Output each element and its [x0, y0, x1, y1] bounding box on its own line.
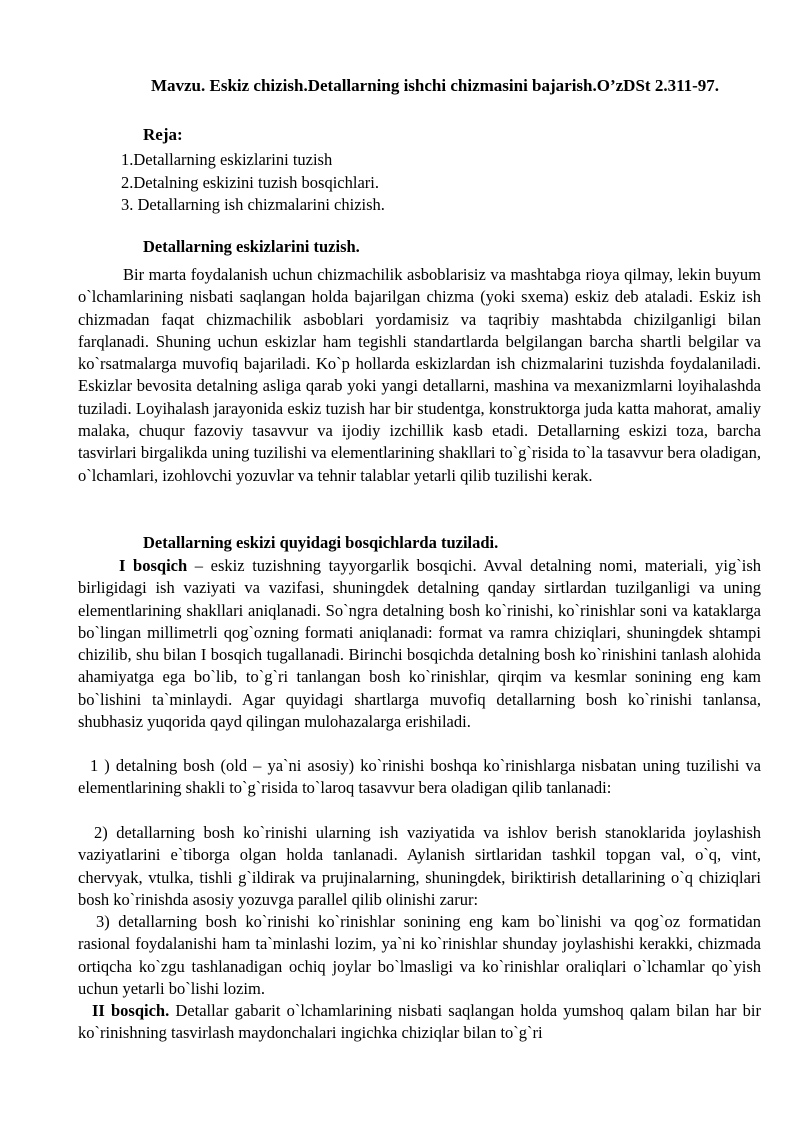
stage2-label: II bosqich. — [92, 1001, 170, 1020]
section1-paragraph: Bir marta foydalanish uchun chizmachilik asboblarisiz va mashtabga rioya qilmay, lekin buyum o`lchamlarining nisbati saqlangan holda bajarilgan chizma (yoki sxema) eskiz deb ataladi. Eskiz ish chizmadan faqat chizmachilik asboblari yordamisiz va taqribiy mashtabda chizilganligi bilan farqlanadi. Shuning uchun eskizlar ham tegishli standartlarda belgilangan barcha shartli belgilar va ko`rsatmalarga muvofiq bajariladi. Ko`p hollarda eskizlardan ish chizmalarini tuzishda foydalaniladi. Eskizlar bevosita detalning asliga qarab yoki yangi detallarni, mashina va mexanizmlarni loyihalashda tuziladi. Loyihalash jarayonida eskiz tuzish har bir studentga, konstruktorga juda katta mahorat, amaliy malaka, chuqur fazoviy tasavvur va ijodiy izchillik kasb etadi. Detallarning eskizi toza, barcha tasvirlari birgalikda uning tuzilishi va elementlarining shakllari to`g`risida to`la tasavvur bera oladigan, o`lchamlari, izohlovchi yozuvlar va tehnir talablar yetarli qilib tuzilishi kerak. — [78, 265, 761, 485]
condition-item-1: 1 ) detalning bosh (old – ya`ni asosiy) ko`rinishi boshqa ko`rinishlarga nisbatan uning tuzilishi va elementlarining shakli to`g`risida to`laroq tasavvur bera oladigan qilib tanlanadi: — [78, 756, 761, 798]
stage1-label: I bosqich — [119, 556, 188, 575]
condition-item-2: 2) detallarning bosh ko`rinishi ularning ish vaziyatida va ishlov berish stanoklarida joylashish vaziyatlarini e`tiborga olgan holda tanlanadi. Aylanish sirtlaridan tashkil topgan val, o`q, vint, chervyak, vtulka, tishli g`ildirak va prujinalarning, shuningdek, biriktirish detallarining o`q chiziqlari bosh ko`rinishda asosiy yozuvga parallel qilib olinishi zarur: — [78, 823, 761, 909]
plan-item: 1.Detallarning eskizlarini tuzish — [121, 150, 333, 169]
plan-item: 2.Detalning eskizini tuzish bosqichlari. — [121, 172, 379, 192]
stage2-text: Detallar gabarit o`lchamlarining nisbati saqlangan holda yumshoq qalam bilan har bir ko`rinishning tasvirlash maydonchalari ingichka chiziqlar bilan to`g`ri — [78, 1001, 762, 1043]
document-title: Mavzu. Eskiz chizish.Detallarning ishchi chizmasini bajarish.O’zDSt 2.311-97. — [150, 76, 720, 95]
plan-heading: Reja: — [143, 125, 183, 144]
condition-item-3: 3) detallarning bosh ko`rinishi ko`rinishlar sonining eng kam bo`linishi va qog`oz formatidan rasional foydalanishi ham ta`minlashi lozim, ya`ni ko`rinishlar shunday joylashishi kerakki, chizmada ortiqcha ko`zgu tashlanadigan ochiq joylar bo`lmasligi va ko`rinishlar oraliqlari o`lchamlar qo`yish uchun yetarli bo`lishi lozim. — [78, 912, 761, 998]
stage1-paragraph — [78, 555, 761, 733]
plan-list — [121, 149, 385, 217]
stage2-paragraph — [78, 1000, 761, 1045]
section-heading: Detallarning eskizlarini tuzish. — [143, 237, 360, 256]
section-heading: Detallarning eskizi quyidagi bosqichlarda tuziladi. — [143, 533, 499, 552]
stage1-text: – eskiz tuzishning tayyorgarlik bosqichi. Avval detalning nomi, materiali, yig`ish birligidagi ish vaziyati va vazifasi, shuningdek detalning qanday sirtlardan tuzilganligi va uning elementlarining shakllari aniqlanadi. So`ngra detalning bosh ko`rinishi, ko`rinishlar soni va kataklarga bo`lingan millimetrli qog`ozning formati aniqlanadi: format va ramra chiziqlari, shuningdek shtampi chizilib, shu bilan I bosqich tugallanadi. Birinchi bosqichda detalning bosh ko`rinishini tanlash alohida ahamiyatga ega bo`lib, to`g`ri tanlangan bosh ko`rinishlar, qirqim va kesmlar sonining eng kam bo`lishini ta`minlaydi. Agar quyidagi shartlarga muvofiq detallarning bosh ko`rinishi tanlansa, shubhasiz yuqorida qayd qilingan mulohazalarga erishiladi. — [78, 556, 761, 732]
plan-item: 3. Detallarning ish chizmalarini chizish. — [121, 195, 385, 214]
